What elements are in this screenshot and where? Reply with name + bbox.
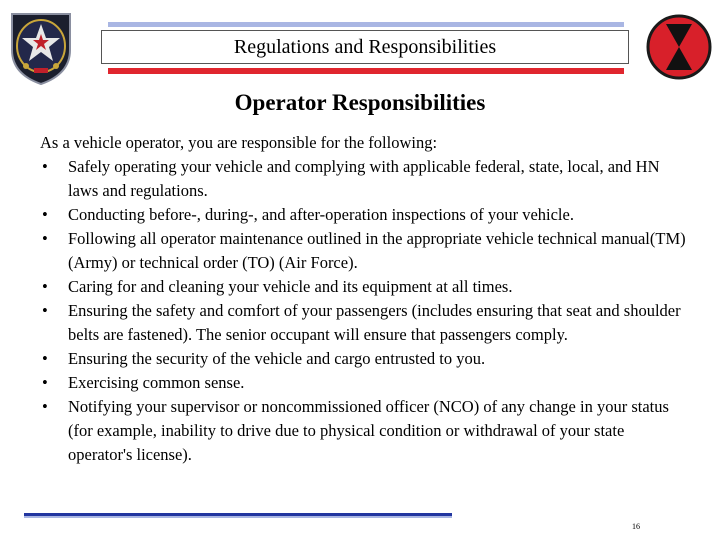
header-title: Regulations and Responsibilities — [233, 35, 497, 58]
crest-icon — [6, 6, 76, 86]
list-item-text: Safely operating your vehicle and complying with applicable federal, state, local, and HN laws and regulations. — [68, 157, 660, 200]
header-bottom-rule — [108, 68, 624, 74]
list-item — [40, 275, 690, 299]
list-item — [40, 155, 690, 203]
list-item-text: Caring for and cleaning your vehicle and its equipment at all times. — [68, 277, 513, 296]
slide-heading: Operator Responsibilities — [234, 90, 486, 115]
responsibility-list — [40, 155, 690, 467]
list-item — [40, 347, 690, 371]
bullet-icon: • — [42, 397, 48, 416]
list-item — [40, 227, 690, 275]
list-item — [40, 371, 690, 395]
bullet-icon: • — [42, 277, 48, 296]
list-item — [40, 299, 690, 347]
list-item-text: Ensuring the security of the vehicle and cargo entrusted to you. — [68, 349, 486, 368]
bullet-icon: • — [42, 349, 48, 368]
page-number: 16 — [632, 522, 640, 531]
slide-body — [40, 131, 690, 467]
header-title-box — [101, 30, 629, 64]
unit-insignia-logo — [6, 6, 76, 86]
bullet-icon: • — [42, 301, 48, 320]
hourglass-patch-icon — [646, 14, 712, 80]
bullet-icon: • — [42, 229, 48, 248]
intro-text: As a vehicle operator, you are responsible for the following: — [40, 133, 438, 152]
footer-rule-light — [24, 516, 452, 518]
bullet-icon: • — [42, 373, 48, 392]
bullet-icon: • — [42, 205, 48, 224]
list-item — [40, 203, 690, 227]
header-top-rule — [108, 22, 624, 27]
list-item-text: Conducting before-, during-, and after-operation inspections of your vehicle. — [68, 205, 574, 224]
bullet-icon: • — [42, 157, 48, 176]
list-item-text: Ensuring the safety and comfort of your passengers (includes ensuring that seat and shoulder belts are fastened). The senior occupant will ensure that passengers comply. — [68, 301, 681, 344]
list-item-text: Exercising common sense. — [68, 373, 245, 392]
list-item-text: Notifying your supervisor or noncommissioned officer (NCO) of any change in your status (for example, inability to drive due to physical condition or withdrawal of your state operator's license). — [68, 397, 669, 464]
list-item-text: Following all operator maintenance outlined in the appropriate vehicle technical manual(TM) (Army) or technical order (TO) (Air Force). — [68, 229, 686, 272]
division-patch-logo — [646, 14, 712, 80]
list-item — [40, 395, 690, 467]
